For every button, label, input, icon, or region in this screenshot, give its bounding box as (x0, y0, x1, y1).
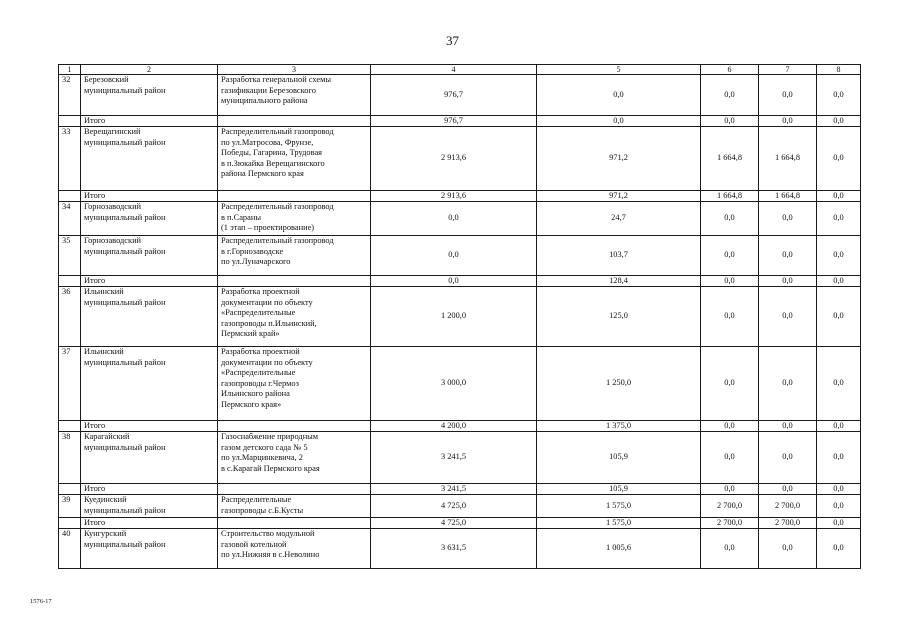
value-col4: 976,7 (371, 75, 537, 116)
row-number: 32 (59, 75, 81, 116)
district-cell: Куединский муниципальный район (81, 495, 218, 518)
value-col5: 105,9 (537, 484, 701, 495)
total-row (59, 191, 861, 202)
district-cell: Итого (81, 484, 218, 495)
district-cell: Итого (81, 276, 218, 287)
value-col5: 105,9 (537, 432, 701, 484)
row-number: 34 (59, 202, 81, 236)
object-cell: Строительство модульной газовой котельной по ул.Нижняя в с.Неволино (218, 529, 371, 569)
district-cell: Итого (81, 421, 218, 432)
value-col7: 0,0 (759, 432, 817, 484)
table-row (59, 495, 861, 518)
value-col7: 0,0 (759, 484, 817, 495)
value-col4: 2 913,6 (371, 191, 537, 202)
value-col6: 0,0 (701, 421, 759, 432)
value-col5: 0,0 (537, 75, 701, 116)
funding-table (58, 64, 861, 569)
value-col6: 0,0 (701, 276, 759, 287)
page-number: 37 (446, 33, 459, 48)
value-col7: 0,0 (759, 236, 817, 276)
value-col4: 4 725,0 (371, 518, 537, 529)
value-col7: 2 700,0 (759, 495, 817, 518)
value-col4: 0,0 (371, 276, 537, 287)
total-row (59, 421, 861, 432)
row-number (59, 484, 81, 495)
value-col5: 0,0 (537, 116, 701, 127)
column-number: 6 (701, 65, 759, 75)
object-cell (218, 484, 371, 495)
table-row (59, 432, 861, 484)
row-number: 40 (59, 529, 81, 569)
value-col5: 103,7 (537, 236, 701, 276)
table-row (59, 75, 861, 116)
row-number: 36 (59, 287, 81, 347)
value-col4: 3 000,0 (371, 347, 537, 421)
value-col6: 0,0 (701, 484, 759, 495)
value-col7: 0,0 (759, 202, 817, 236)
value-col4: 0,0 (371, 202, 537, 236)
column-number: 2 (81, 65, 218, 75)
value-col5: 125,0 (537, 287, 701, 347)
district-cell: Березовский муниципальный район (81, 75, 218, 116)
value-col8: 0,0 (817, 421, 861, 432)
table-row (59, 287, 861, 347)
value-col7: 2 700,0 (759, 518, 817, 529)
value-col8: 0,0 (817, 75, 861, 116)
row-number (59, 276, 81, 287)
table-row (59, 529, 861, 569)
row-number (59, 421, 81, 432)
object-cell: Разработка проектной документации по объекту «Распределительные газопроводы п.Ильинский, Пермский край» (218, 287, 371, 347)
table-row (59, 127, 861, 191)
total-row (59, 484, 861, 495)
column-number: 3 (218, 65, 371, 75)
total-row (59, 518, 861, 529)
district-cell: Итого (81, 191, 218, 202)
value-col8: 0,0 (817, 529, 861, 569)
district-cell: Горнозаводский муниципальный район (81, 202, 218, 236)
object-cell: Распределительные газопроводы с.Б.Кусты (218, 495, 371, 518)
value-col5: 971,2 (537, 127, 701, 191)
value-col7: 0,0 (759, 75, 817, 116)
value-col8: 0,0 (817, 347, 861, 421)
object-cell (218, 116, 371, 127)
value-col8: 0,0 (817, 191, 861, 202)
total-row (59, 276, 861, 287)
value-col8: 0,0 (817, 495, 861, 518)
value-col8: 0,0 (817, 518, 861, 529)
object-cell (218, 518, 371, 529)
column-number-row (59, 65, 861, 75)
value-col4: 976,7 (371, 116, 537, 127)
value-col7: 0,0 (759, 287, 817, 347)
value-col6: 0,0 (701, 116, 759, 127)
value-col4: 4 725,0 (371, 495, 537, 518)
value-col5: 1 250,0 (537, 347, 701, 421)
object-cell (218, 276, 371, 287)
value-col5: 1 375,0 (537, 421, 701, 432)
value-col7: 0,0 (759, 529, 817, 569)
value-col6: 2 700,0 (701, 495, 759, 518)
value-col6: 0,0 (701, 287, 759, 347)
row-number: 38 (59, 432, 81, 484)
value-col4: 3 241,5 (371, 484, 537, 495)
value-col7: 1 664,8 (759, 127, 817, 191)
value-col6: 0,0 (701, 529, 759, 569)
district-cell: Горнозаводский муниципальный район (81, 236, 218, 276)
value-col5: 1 575,0 (537, 495, 701, 518)
table-row (59, 347, 861, 421)
value-col4: 2 913,6 (371, 127, 537, 191)
value-col6: 0,0 (701, 347, 759, 421)
value-col8: 0,0 (817, 484, 861, 495)
value-col8: 0,0 (817, 202, 861, 236)
district-cell: Ильинский муниципальный район (81, 287, 218, 347)
value-col7: 0,0 (759, 116, 817, 127)
value-col6: 1 664,8 (701, 127, 759, 191)
column-number: 7 (759, 65, 817, 75)
row-number (59, 116, 81, 127)
value-col4: 1 200,0 (371, 287, 537, 347)
value-col8: 0,0 (817, 116, 861, 127)
value-col7: 0,0 (759, 421, 817, 432)
value-col6: 0,0 (701, 432, 759, 484)
object-cell (218, 191, 371, 202)
object-cell: Разработка генеральной схемы газификации Березовского муниципального района (218, 75, 371, 116)
district-cell: Карагайский муниципальный район (81, 432, 218, 484)
district-cell: Ильинский муниципальный район (81, 347, 218, 421)
column-number: 4 (371, 65, 537, 75)
value-col5: 1 005,6 (537, 529, 701, 569)
object-cell: Разработка проектной документации по объекту «Распределительные газопроводы г.Чермоз Ильинского района Пермского края» (218, 347, 371, 421)
value-col5: 971,2 (537, 191, 701, 202)
row-number: 37 (59, 347, 81, 421)
value-col6: 1 664,8 (701, 191, 759, 202)
value-col8: 0,0 (817, 236, 861, 276)
value-col4: 3 241,5 (371, 432, 537, 484)
value-col4: 0,0 (371, 236, 537, 276)
value-col8: 0,0 (817, 276, 861, 287)
value-col7: 0,0 (759, 276, 817, 287)
row-number (59, 191, 81, 202)
value-col4: 4 200,0 (371, 421, 537, 432)
district-cell: Итого (81, 518, 218, 529)
column-number: 1 (59, 65, 81, 75)
district-cell: Верещагинский муниципальный район (81, 127, 218, 191)
total-row (59, 116, 861, 127)
value-col7: 1 664,8 (759, 191, 817, 202)
value-col6: 0,0 (701, 202, 759, 236)
object-cell (218, 421, 371, 432)
column-number: 5 (537, 65, 701, 75)
value-col4: 3 631,5 (371, 529, 537, 569)
table-row (59, 236, 861, 276)
value-col6: 0,0 (701, 75, 759, 116)
value-col5: 1 575,0 (537, 518, 701, 529)
value-col5: 24,7 (537, 202, 701, 236)
value-col6: 2 700,0 (701, 518, 759, 529)
row-number (59, 518, 81, 529)
document-code: 1576-17 (30, 598, 52, 605)
value-col8: 0,0 (817, 432, 861, 484)
row-number: 39 (59, 495, 81, 518)
value-col6: 0,0 (701, 236, 759, 276)
object-cell: Распределительный газопровод по ул.Матросова, Фрунзе, Победы, Гагарина, Трудовая в п.Зюкайка Верещагинского района Пермского края (218, 127, 371, 191)
object-cell: Распределительный газопровод в г.Горнозаводске по ул.Луначарского (218, 236, 371, 276)
column-number: 8 (817, 65, 861, 75)
value-col7: 0,0 (759, 347, 817, 421)
value-col8: 0,0 (817, 287, 861, 347)
object-cell: Газоснабжение природным газом детского сада № 5 по ул.Марцинкевича, 2 в с.Карагай Пермского края (218, 432, 371, 484)
table-body (59, 65, 861, 569)
district-cell: Кунгурский муниципальный район (81, 529, 218, 569)
value-col8: 0,0 (817, 127, 861, 191)
row-number: 33 (59, 127, 81, 191)
object-cell: Распределительный газопровод в п.Сараны (1 этап – проектирование) (218, 202, 371, 236)
district-cell: Итого (81, 116, 218, 127)
row-number: 35 (59, 236, 81, 276)
table-row (59, 202, 861, 236)
value-col5: 128,4 (537, 276, 701, 287)
